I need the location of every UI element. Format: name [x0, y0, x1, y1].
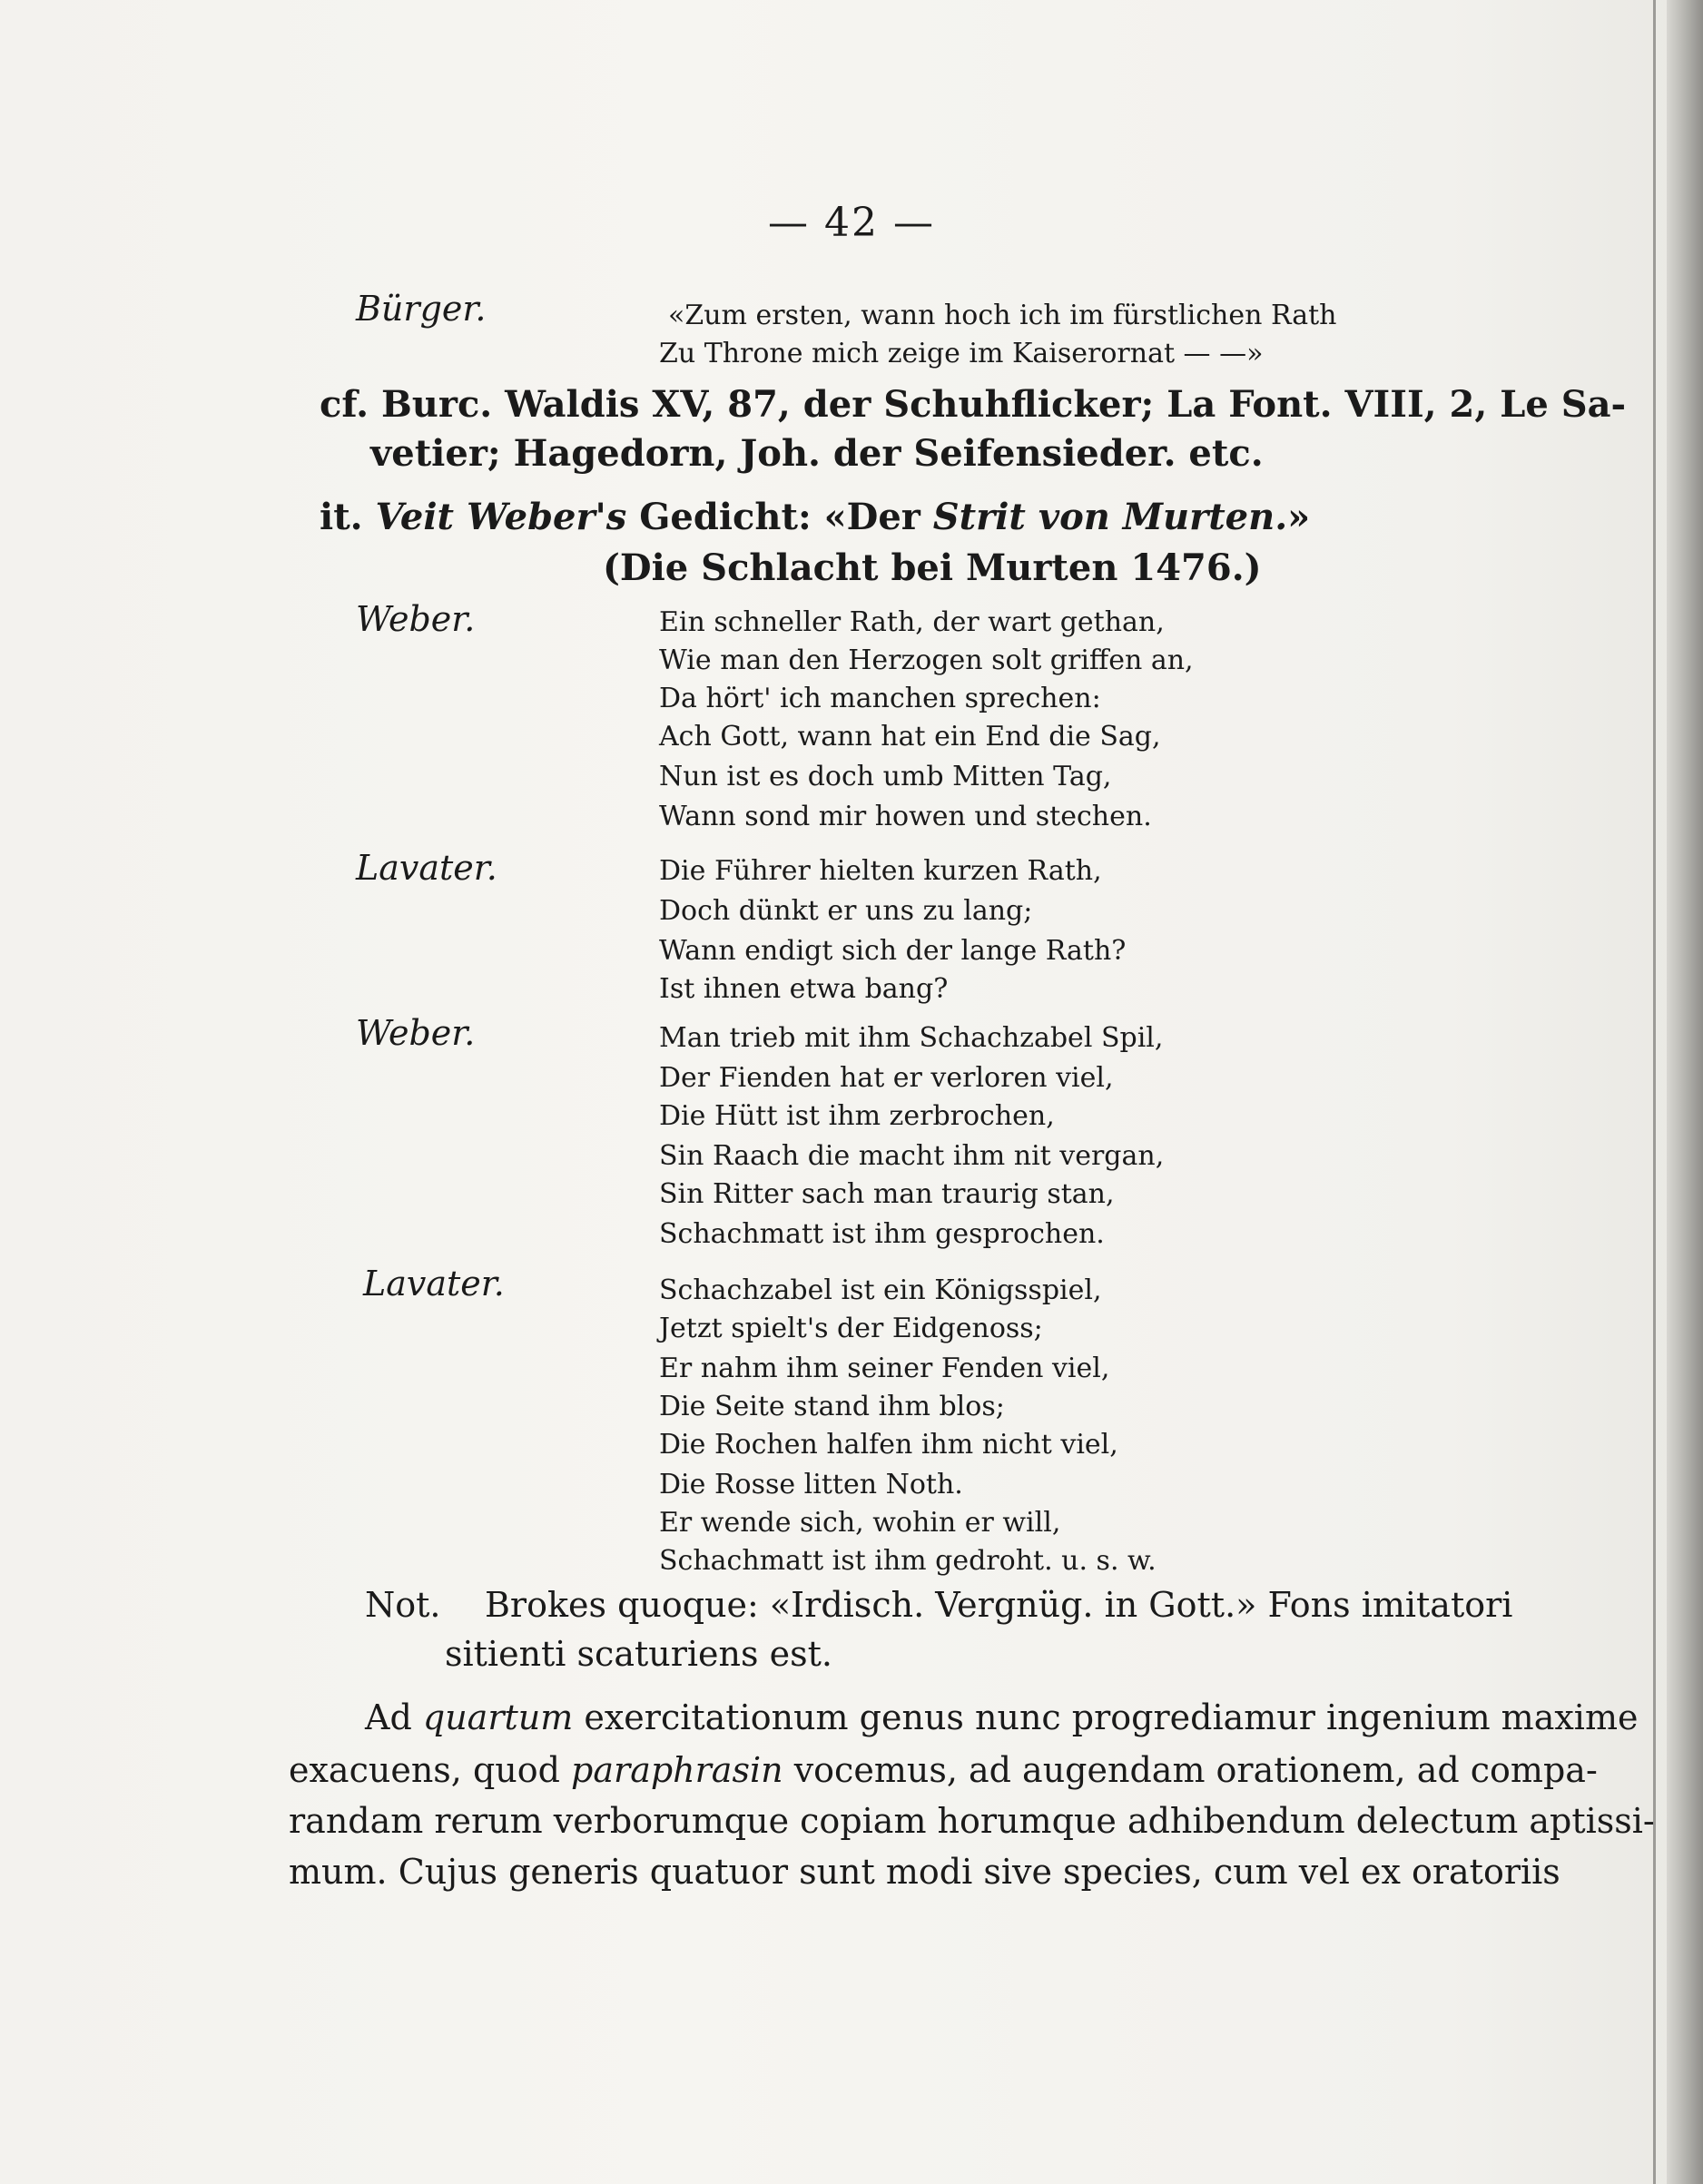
paragraph-line-4: mum. Cujus generis quatuor sunt modi sive species, cum vel ex oratoriis [289, 1852, 1560, 1892]
speaker-lavater: Lavater. [363, 1264, 505, 1304]
cf-line-2: vetier; Hagedorn, Joh. der Seifensieder. etc. [370, 432, 1264, 475]
poem-title: Strit von Murten. [932, 496, 1288, 538]
verse-line: Ist ihnen etwa bang? [659, 973, 949, 1005]
para-word: Ad [365, 1697, 412, 1737]
it-prefix: it. [320, 496, 363, 538]
verse-line: Die Führer hielten kurzen Rath, [659, 855, 1102, 887]
verse-line: Die Rosse litten Noth. [659, 1469, 963, 1500]
verse-line: Die Seite stand ihm blos; [659, 1391, 1005, 1422]
verse-line: Ach Gott, wann hat ein End die Sag, [659, 721, 1161, 753]
para-text: exercitationum genus nunc progrediamur ingenium maxime [584, 1697, 1639, 1737]
note-line-1: Brokes quoque: «Irdisch. Vergnüg. in Gott.» Fons imitatori [485, 1585, 1513, 1625]
book-spine [1667, 0, 1703, 2184]
verse-line: «Zum ersten, wann hoch ich im fürstlichen Rath [668, 300, 1337, 331]
verse-line: Der Fienden hat er verloren viel, [659, 1062, 1114, 1094]
verse-line: Wie man den Herzogen solt griffen an, [659, 644, 1194, 676]
verse-line: Man trieb mit ihm Schachzabel Spil, [659, 1022, 1164, 1054]
paragraph-line-2 [289, 1750, 1598, 1790]
verse-line: Die Rochen halfen ihm nicht viel, [659, 1429, 1118, 1461]
speaker-weber: Weber. [356, 1013, 476, 1053]
page-edge-line [1653, 0, 1656, 2184]
verse-line: Wann endigt sich der lange Rath? [659, 935, 1127, 967]
it-close: » [1287, 496, 1311, 538]
verse-line: Schachmatt ist ihm gedroht. u. s. w. [659, 1545, 1157, 1577]
cf-line-1: cf. Burc. Waldis XV, 87, der Schuhflicker; La Font. VIII, 2, Le Sa- [320, 383, 1627, 426]
paragraph-line-3: randam rerum verborumque copiam horumque adhibendum delectum aptissi- [289, 1801, 1655, 1841]
poem-subtitle: (Die Schlacht bei Murten 1476.) [603, 546, 1262, 589]
poem-author: Veit Weber's [375, 496, 627, 538]
verse-line: Da hört' ich manchen sprechen: [659, 683, 1101, 714]
verse-line: Schachmatt ist ihm gesprochen. [659, 1218, 1105, 1250]
verse-line: Ein schneller Rath, der wart gethan, [659, 606, 1165, 638]
it-mid: Gedicht: «Der [639, 496, 920, 538]
verse-line: Er wende sich, wohin er will, [659, 1507, 1061, 1539]
verse-line: Wann sond mir howen und stechen. [659, 801, 1152, 832]
verse-line: Doch dünkt er uns zu lang; [659, 895, 1033, 927]
verse-line: Sin Raach die macht ihm nit vergan, [659, 1140, 1165, 1172]
page-number: — 42 — [768, 200, 935, 246]
para-text: vocemus, ad augendam orationem, ad compa- [793, 1750, 1598, 1790]
speaker-weber: Weber. [356, 599, 476, 639]
verse-line: Zu Throne mich zeige im Kaiserornat — —» [659, 338, 1264, 369]
note-label: Not. [365, 1585, 441, 1625]
speaker-buerger: Bürger. [356, 289, 487, 329]
verse-line: Jetzt spielt's der Eidgenoss; [659, 1313, 1043, 1344]
para-italic-word: quartum [422, 1697, 574, 1737]
speaker-lavater: Lavater. [356, 848, 497, 888]
para-text: exacuens, quod [289, 1750, 560, 1790]
verse-line: Sin Ritter sach man traurig stan, [659, 1178, 1115, 1210]
it-line [320, 496, 1310, 538]
para-italic-word: paraphrasin [571, 1750, 783, 1790]
verse-line: Die Hütt ist ihm zerbrochen, [659, 1100, 1055, 1132]
verse-line: Nun ist es doch umb Mitten Tag, [659, 761, 1112, 792]
paragraph-line-1 [365, 1697, 1638, 1737]
verse-line: Er nahm ihm seiner Fenden viel, [659, 1353, 1110, 1384]
verse-line: Schachzabel ist ein Königsspiel, [659, 1274, 1102, 1306]
note-line-2: sitienti scaturiens est. [445, 1634, 832, 1674]
